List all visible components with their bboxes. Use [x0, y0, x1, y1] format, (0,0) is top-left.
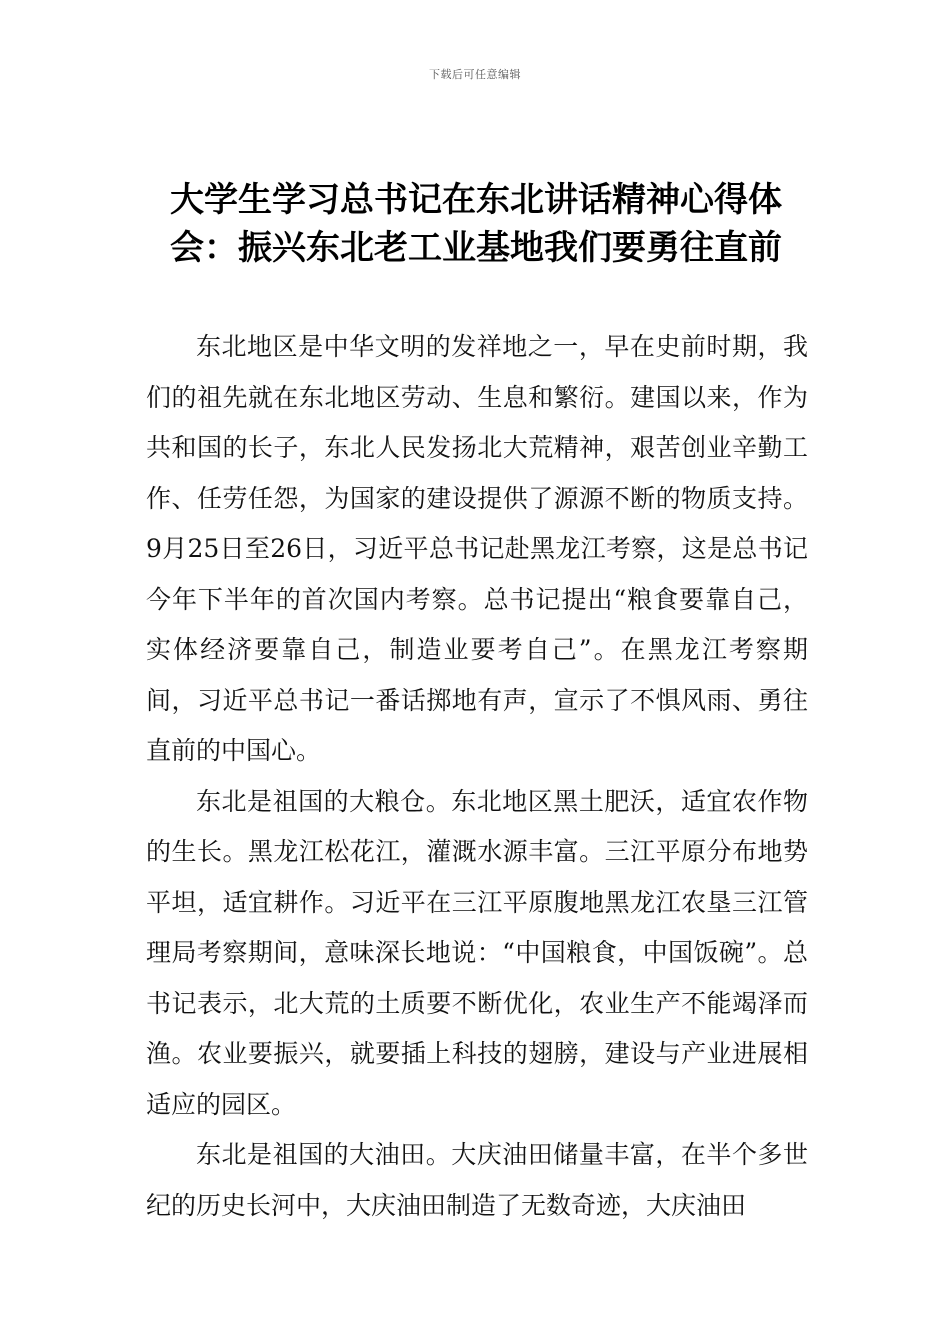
- document-title: 大学生学习总书记在东北讲话精神心得体会：振兴东北老工业基地我们要勇往直前: [170, 180, 782, 268]
- paragraph-2: 东北是祖国的大粮仓。东北地区黑土肥沃，适宜农作物的生长。黑龙江松花江，灌溉水源丰富。三江平原分布地势平坦，适宜耕作。习近平在三江平原腹地黑龙江农垦三江管理局考察期间，意味深长地说：“中国粮食，中国饭碗”。总书记表示，北大荒的土质要不断优化，农业生产不能竭泽而渔。农业要振兴，就要插上科技的翅膀，建设与产业进展相适应的园区。: [146, 786, 808, 1119]
- document-body: [146, 322, 808, 1231]
- paragraph-1: 东北地区是中华文明的发祥地之一，早在史前时期，我们的祖先就在东北地区劳动、生息和繁衍。建国以来，作为共和国的长子，东北人民发扬北大荒精神，艰苦创业辛勤工作、任劳任怨，为国家的建设提供了源源不断的物质支持。9月25日至26日，习近平总书记赴黑龙江考察，这是总书记今年下半年的首次国内考察。总书记提出“粮食要靠自己，实体经济要靠自己，制造业要考自己”。在黑龙江考察期间，习近平总书记一番话掷地有声，宣示了不惧风雨、勇往直前的中国心。: [146, 332, 808, 765]
- paragraph-3: 东北是祖国的大油田。大庆油田储量丰富，在半个多世纪的历史长河中，大庆油田制造了无数奇迹，大庆油田: [146, 1140, 808, 1220]
- header-note: 下载后可任意编辑: [429, 68, 521, 81]
